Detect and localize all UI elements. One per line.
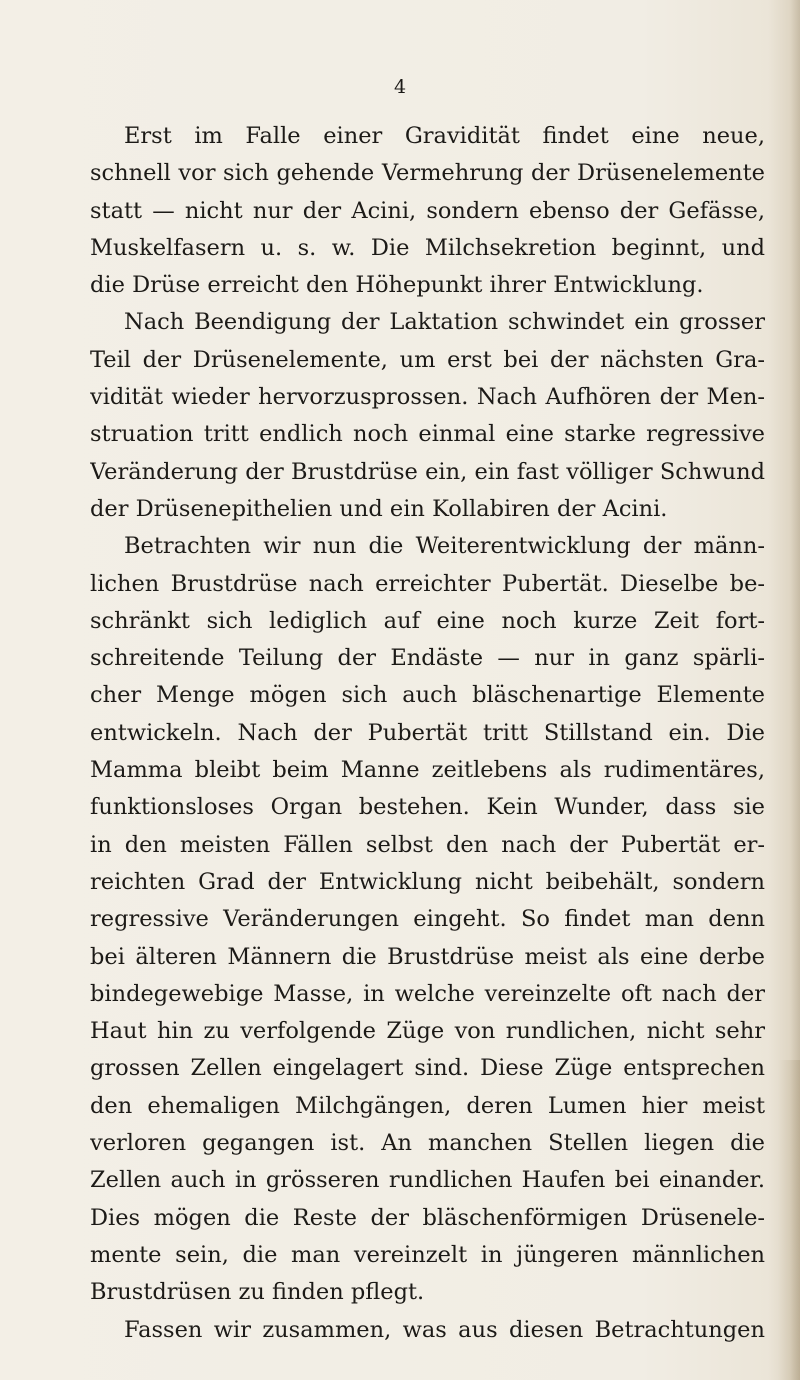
text-line: regressive Veränderungen eingeht. So findet man denn — [90, 906, 765, 933]
text-line: Dies mögen die Reste der bläschenförmigen Drüsenele- — [90, 1204, 765, 1231]
text-line: bei älteren Männern die Brustdrüse meist als eine derbe — [90, 943, 765, 970]
text-line: mente sein, die man vereinzelt in jüngeren männlichen — [90, 1241, 765, 1268]
text-line: Nach Beendigung der Laktation schwindet ein grosser — [124, 309, 765, 336]
text-line: Muskelfasern u. s. w. Die Milchsekretion beginnt, und — [90, 234, 765, 261]
text-line: vidität wieder hervorzusprossen. Nach Aufhören der Men- — [90, 384, 765, 411]
text-line: schreitende Teilung der Endäste — nur in ganz spärli- — [90, 645, 765, 672]
text-line: statt — nicht nur der Acini, sondern ebenso der Gefässe, — [90, 197, 765, 224]
text-line: Brustdrüsen zu finden pflegt. — [90, 1279, 425, 1306]
text-line: Zellen auch in grösseren rundlichen Haufen bei einander. — [90, 1167, 765, 1194]
text-line: Erst im Falle einer Gravidität findet eine neue, — [124, 123, 765, 149]
body-text — [90, 118, 765, 1349]
text-line: Betrachten wir nun die Weiterentwicklung der männ- — [124, 533, 765, 560]
text-line: den ehemaligen Milchgängen, deren Lumen hier meist — [90, 1092, 765, 1119]
text-line: grossen Zellen eingelagert sind. Diese Züge entsprechen — [90, 1055, 765, 1082]
text-line: schnell vor sich gehende Vermehrung der Drüsenelemente — [90, 160, 765, 187]
text-line: reichten Grad der Entwicklung nicht beibehält, sondern — [90, 868, 765, 895]
page-corner-stain — [778, 1060, 800, 1380]
text-line: entwickeln. Nach der Pubertät tritt Stillstand ein. Die — [90, 719, 765, 746]
text-line: in den meisten Fällen selbst den nach der Pubertät er- — [90, 831, 765, 858]
text-line: Mamma bleibt beim Manne zeitlebens als rudimentäres, — [90, 757, 765, 784]
text-line: der Drüsenepithelien und ein Kollabiren der Acini. — [90, 495, 668, 522]
page-number: 4 — [393, 76, 407, 98]
text-line: schränkt sich lediglich auf eine noch kurze Zeit fort- — [90, 607, 765, 634]
text-line: bindegewebige Masse, in welche vereinzelte oft nach der — [90, 980, 765, 1007]
text-line: cher Menge mögen sich auch bläschenartige Elemente — [90, 682, 765, 709]
text-line: struation tritt endlich noch einmal eine starke regressive — [90, 421, 765, 448]
text-line: lichen Brustdrüse nach erreichter Pubertät. Dieselbe be- — [90, 570, 765, 597]
text-line: Veränderung der Brustdrüse ein, ein fast völliger Schwund — [90, 458, 765, 485]
text-line: verloren gegangen ist. An manchen Stellen liegen die — [90, 1130, 765, 1157]
text-line: Teil der Drüsenelemente, um erst bei der nächsten Gra- — [90, 346, 765, 373]
text-line: die Drüse erreicht den Höhepunkt ihrer Entwicklung. — [90, 272, 704, 299]
text-line: Haut hin zu verfolgende Züge von rundlichen, nicht sehr — [90, 1018, 765, 1045]
text-line: funktionsloses Organ bestehen. Kein Wunder, dass sie — [90, 794, 765, 821]
text-line: Fassen wir zusammen, was aus diesen Betrachtungen — [124, 1316, 765, 1343]
